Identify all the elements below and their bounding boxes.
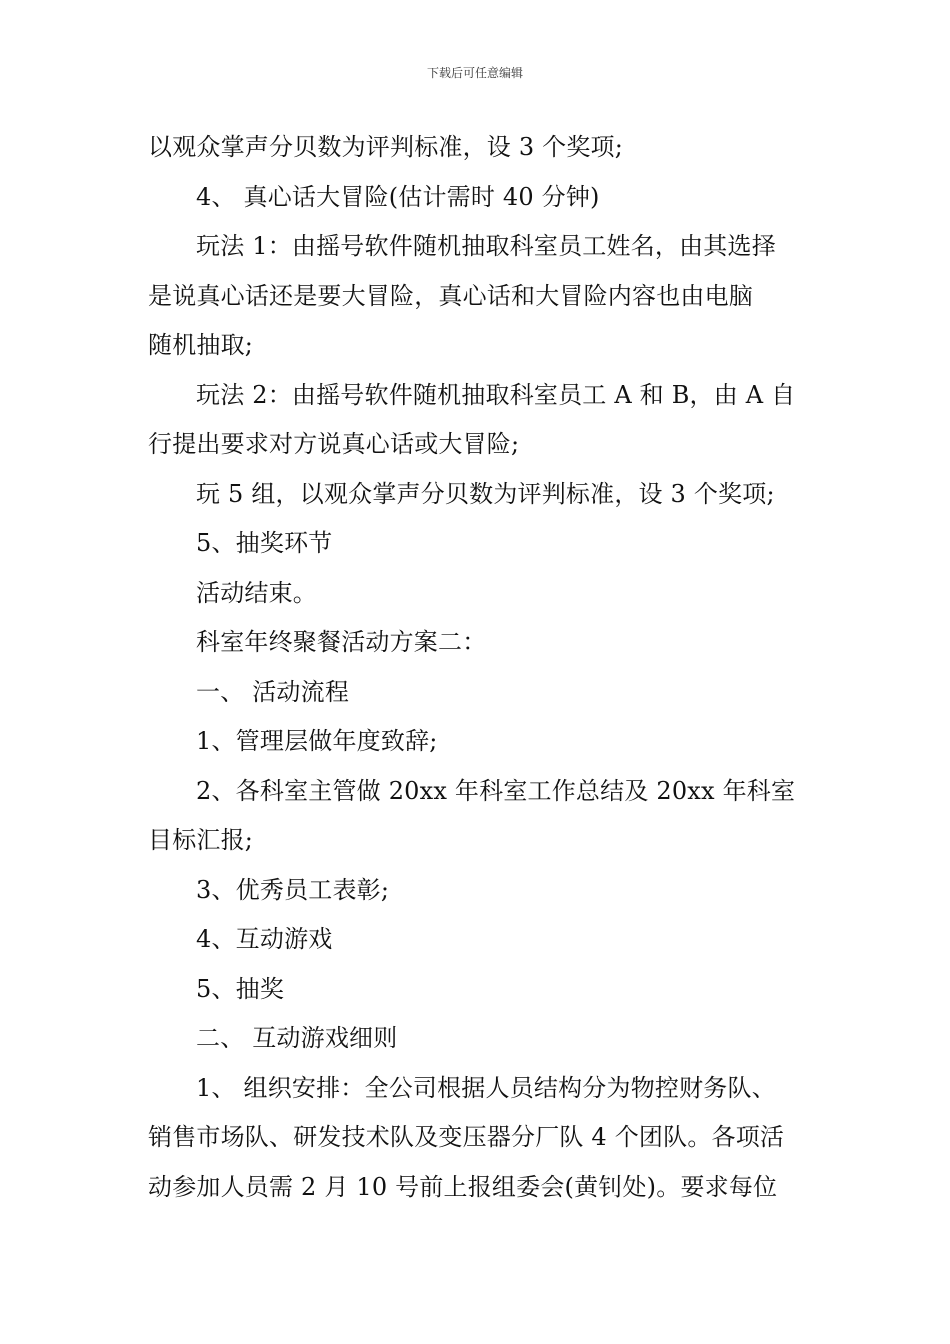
section-heading: 二、 互动游戏细则	[196, 1024, 398, 1052]
text-line: 销售市场队、研发技术队及变压器分厂队 4 个团队。各项活	[148, 1123, 785, 1151]
text-line: 是说真心话还是要大冒险，真心话和大冒险内容也由电脑	[148, 281, 753, 310]
text-line: 行提出要求对方说真心话或大冒险;	[148, 430, 520, 458]
document-body	[148, 123, 818, 1212]
section-title: 科室年终聚餐活动方案二：	[196, 628, 487, 656]
text-line: 以观众掌声分贝数为评判标准，设 3 个奖项;	[148, 133, 624, 161]
text-line: 动参加人员需 2 月 10 号前上报组委会(黄钊处)。要求每位	[148, 1172, 778, 1201]
text-line: 玩法 2：由摇号软件随机抽取科室员工 A 和 B，由 A 自	[196, 380, 796, 409]
text-line: 玩 5 组，以观众掌声分贝数为评判标准，设 3 个奖项;	[196, 479, 775, 508]
text-line: 1、管理层做年度致辞;	[196, 727, 438, 755]
section-heading: 一、 活动流程	[196, 677, 350, 706]
text-line: 5、抽奖	[196, 974, 285, 1003]
text-line: 玩法 1：由摇号软件随机抽取科室员工姓名，由其选择	[196, 232, 776, 260]
text-line: 2、各科室主管做 20xx 年科室工作总结及 20xx 年科室	[196, 776, 796, 805]
text-line: 4、互动游戏	[196, 925, 333, 953]
page-header: 下载后可任意编辑	[426, 66, 523, 80]
text-line: 目标汇报;	[148, 826, 254, 854]
text-line: 1、 组织安排：全公司根据人员结构分为物控财务队、	[196, 1073, 776, 1102]
text-line: 活动结束。	[196, 578, 317, 607]
text-line: 随机抽取;	[148, 331, 254, 359]
text-line: 5、抽奖环节	[196, 529, 333, 557]
text-line: 4、 真心话大冒险(估计需时 40 分钟)	[196, 182, 600, 211]
text-line: 3、优秀员工表彰;	[196, 875, 390, 904]
